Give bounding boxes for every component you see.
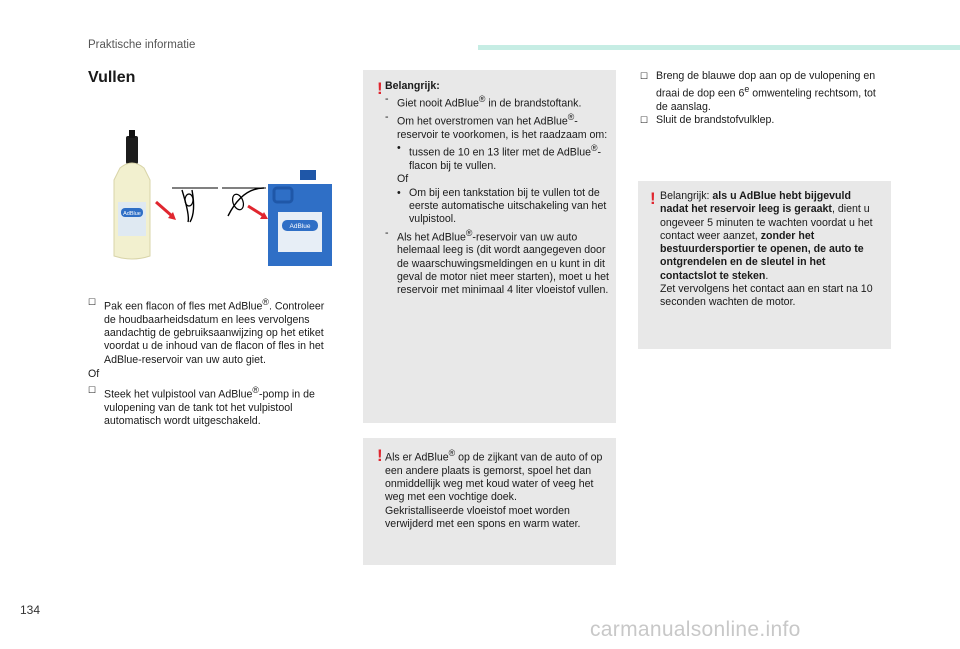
can-label: AdBlue xyxy=(289,223,311,230)
section-header: Praktische informatie xyxy=(88,39,196,51)
crystal-text: Gekristalliseerde vloeistof moet worden verwijderd met een spons en warm water. xyxy=(385,504,581,531)
note-heading: Belangrijk: xyxy=(385,80,440,92)
warning-box-spill xyxy=(363,438,616,565)
step-close-flap: ☐ Sluit de brandstofvulklep. xyxy=(640,114,775,127)
watermark: carmanualsonline.info xyxy=(590,618,801,641)
step-insert-nozzle: ☐ Steek het vulpistool van AdBlue®-pomp in de vulopening van de tank tot het vulpistool automatisch wordt uitgeschakeld. xyxy=(88,385,315,428)
note-item: - Giet nooit AdBlue® in de brandstoftank. xyxy=(385,93,582,110)
warning-box-important xyxy=(363,70,616,423)
checkbox-marker-icon: ☐ xyxy=(88,385,97,396)
or-label: Of xyxy=(397,173,409,186)
page-title: Vullen xyxy=(88,69,136,86)
step-take-bottle: ☐ Pak een flacon of fles met AdBlue®. Controleer de houdbaarheidsdatum en lees vervolgens aandachtig de gebruiksaanwijzing op het etiket voordat u de inhoud van de flacon of fles in het AdBlue-reservoir van uw auto giet. xyxy=(88,297,325,366)
note-item: - Om het overstromen van het AdBlue®-reservoir te voorkomen, is het raadzaam om: xyxy=(385,111,608,141)
nozzle-detail-icon-1 xyxy=(172,188,218,222)
warning-box-restart xyxy=(638,181,891,349)
adblue-illustration xyxy=(110,128,335,268)
checkbox-marker-icon: ☐ xyxy=(640,115,649,126)
section-header-bar xyxy=(478,45,960,50)
or-label: Of xyxy=(88,368,100,381)
page-number: 134 xyxy=(20,603,41,617)
left-column xyxy=(88,296,333,429)
restart-instruction: Zet vervolgens het contact aan en start na 10 seconden wachten de motor. xyxy=(660,283,873,309)
warning-exclamation-icon: ! xyxy=(650,189,656,208)
right-column xyxy=(640,70,885,128)
checkbox-marker-icon: ☐ xyxy=(88,297,97,307)
step-fit-cap: ☐ Breng de blauwe dop aan op de vulopening en draai de dop een 6e omwenteling rechtsom, tot de aanslag. xyxy=(640,70,876,114)
note-item: - Als het AdBlue®-reservoir van uw auto helemaal leeg is (dit wordt aangegeven door de waarschuwingsmeldingen en u kunt in dit geval de motor niet meer starten), moet u het reservoir met minimaal 4 liter vloeistof vullen. xyxy=(385,226,609,297)
warning-exclamation-icon: ! xyxy=(377,79,383,98)
note-subitem: • tussen de 10 en 13 liter met de AdBlue®-flacon bij te vullen. xyxy=(397,142,602,173)
spill-text: Als er AdBlue® op de zijkant van de auto of op een andere plaats is gemorst, spoel het dan onmiddellijk weg met koud water of veeg het weg met een vochtige doek. xyxy=(385,448,603,504)
note-subitem: • Om bij een tankstation bij te vullen tot de eerste automatische uitschakeling van het vulpistool. xyxy=(397,186,607,226)
warning-exclamation-icon: ! xyxy=(377,446,383,465)
restart-text: Belangrijk: als u AdBlue hebt bijgevuld nadat het reservoir leeg is geraakt, dient u ongeveer 5 minuten te wachten voordat u het contact weer aanzet, zonder het bestuurdersportier te openen, de auto te ontgrendelen en de sleutel in het contactslot te steken. xyxy=(660,190,873,282)
checkbox-marker-icon: ☐ xyxy=(640,71,649,81)
bottle-label: AdBlue xyxy=(123,211,141,217)
